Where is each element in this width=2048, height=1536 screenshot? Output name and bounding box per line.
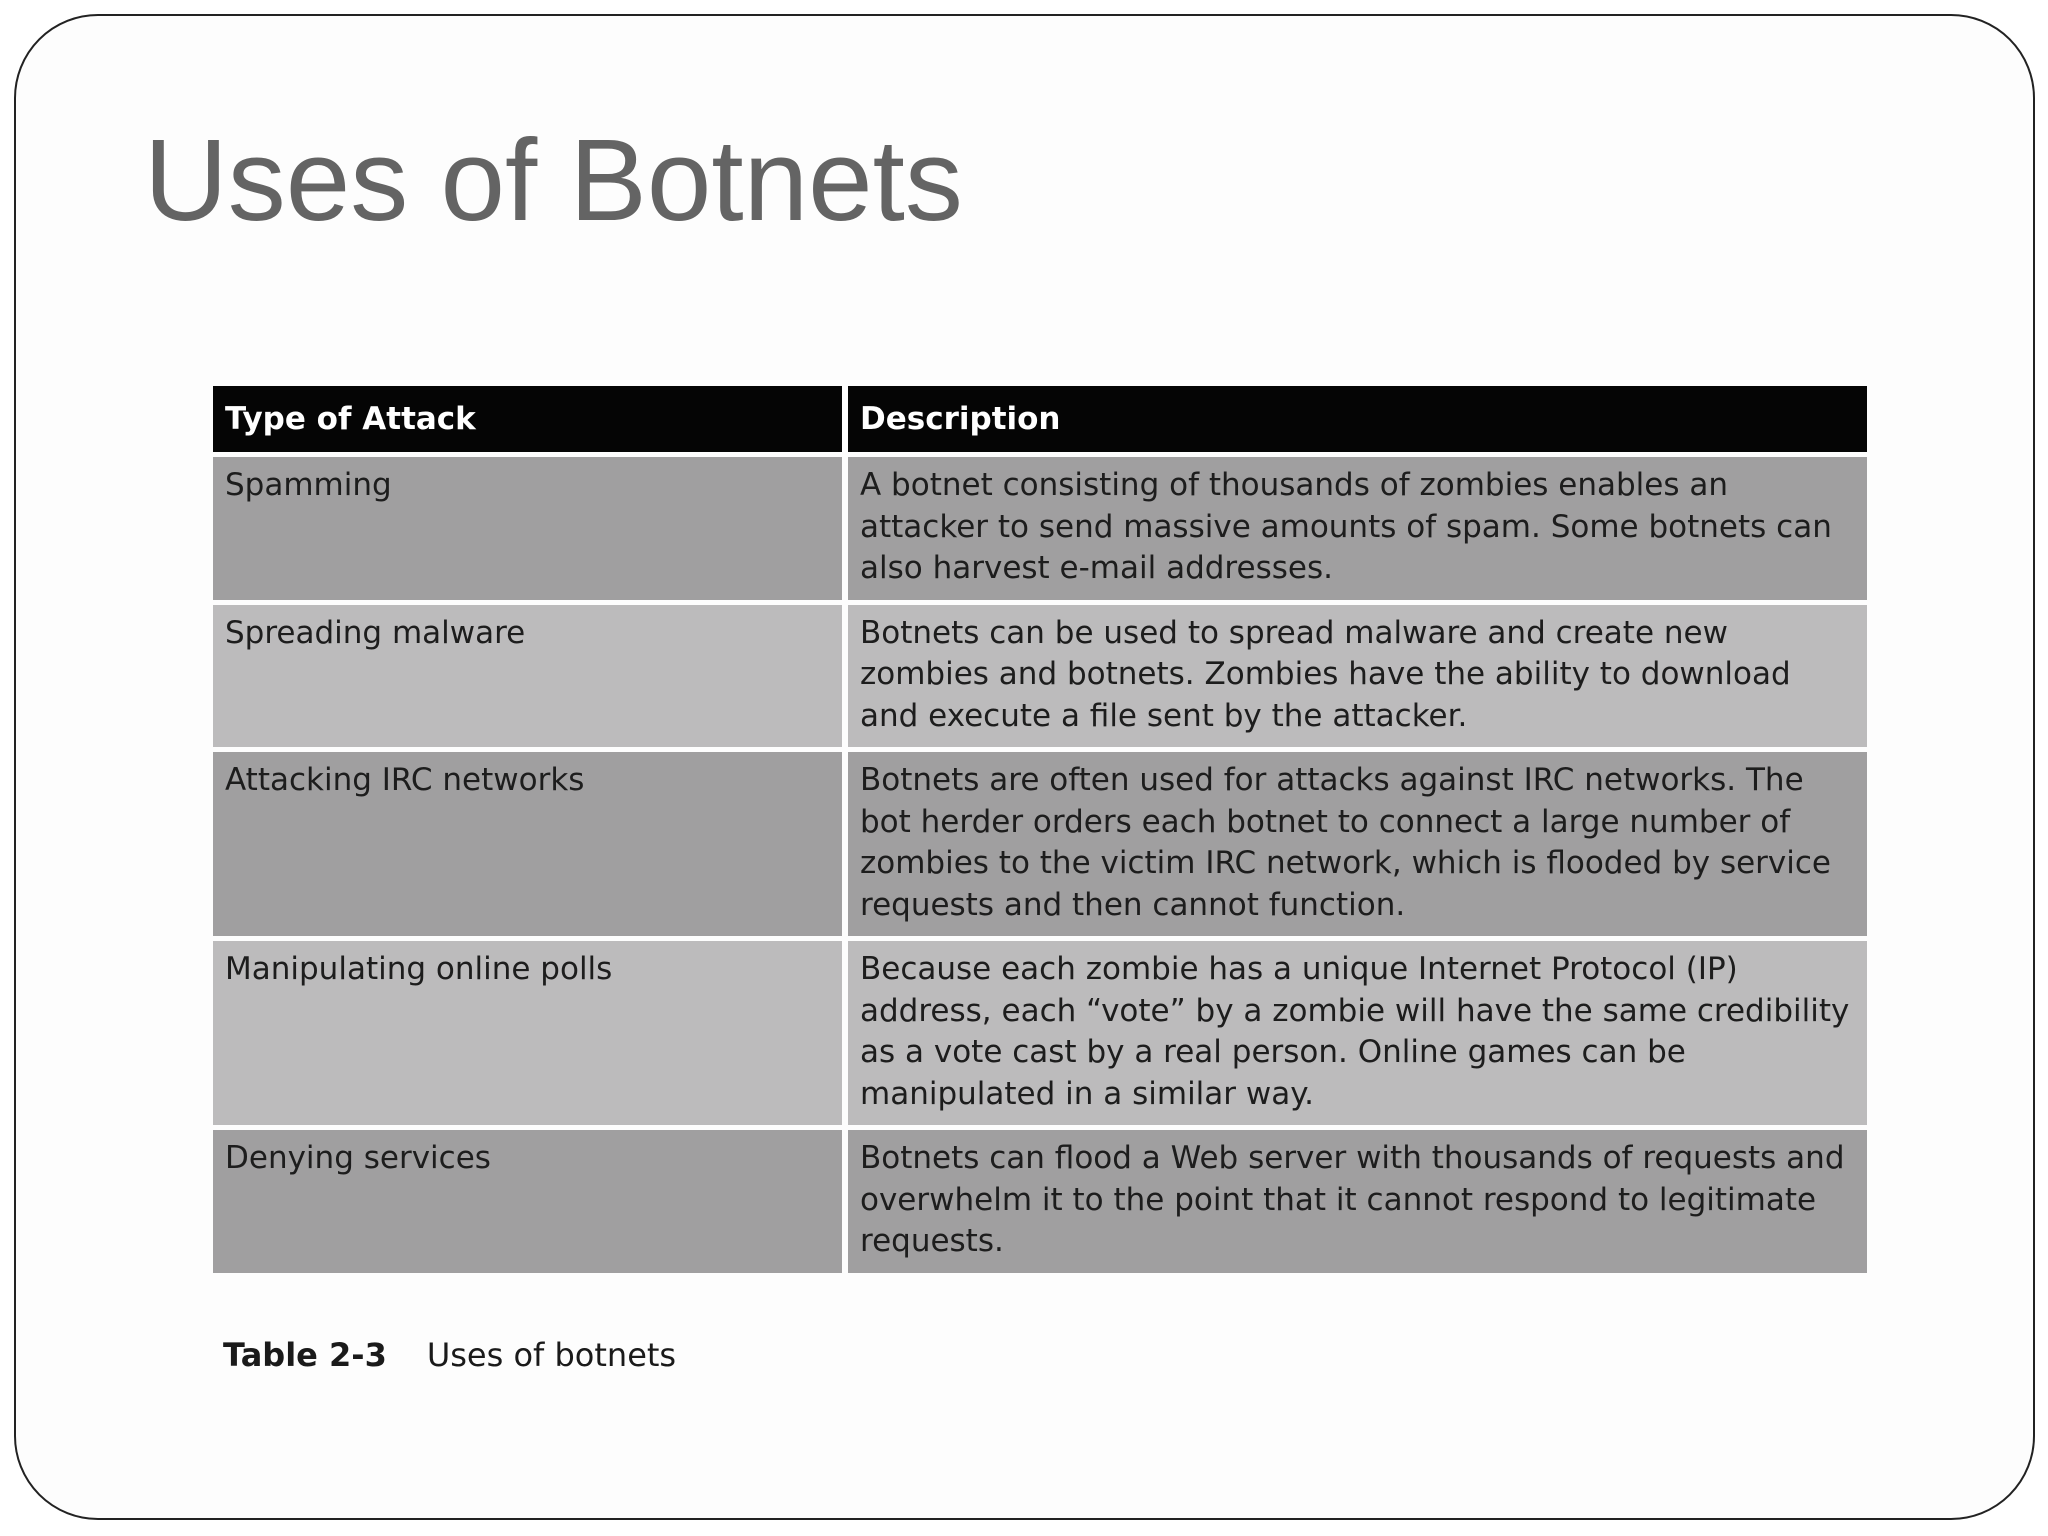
attack-type-cell: Manipulating online polls — [213, 941, 842, 1125]
attack-description-cell: Botnets can be used to spread malware and create new zombies and botnets. Zombies have the ability to download and execute a file sent by the attacker. — [848, 605, 1867, 748]
botnet-uses-table — [207, 381, 1873, 1278]
attack-description-cell: A botnet consisting of thousands of zombies enables an attacker to send massive amounts of spam. Some botnets can also harvest e-mail addresses. — [848, 457, 1867, 600]
attack-description-cell: Because each zombie has a unique Internet Protocol (IP) address, each “vote” by a zombie will have the same credibility as a vote cast by a real person. Online games can be manipulated in a similar way. — [848, 941, 1867, 1125]
attack-type-cell: Attacking IRC networks — [213, 752, 842, 936]
table-row — [213, 457, 1867, 600]
table-row — [213, 605, 1867, 748]
slide — [14, 14, 2035, 1520]
attack-description-cell: Botnets can flood a Web server with thousands of requests and overwhelm it to the point that it cannot respond to legitimate requests. — [848, 1130, 1867, 1273]
attack-type-cell: Denying services — [213, 1130, 842, 1273]
table-row — [213, 752, 1867, 936]
table-caption — [223, 1336, 676, 1374]
column-header-description: Description — [848, 386, 1867, 452]
table-row — [213, 1130, 1867, 1273]
column-header-type: Type of Attack — [213, 386, 842, 452]
table-header-row — [213, 386, 1867, 452]
table-caption-number: Table 2-3 — [223, 1336, 387, 1374]
attack-description-cell: Botnets are often used for attacks against IRC networks. The bot herder orders each botnet to connect a large number of zombies to the victim IRC network, which is flooded by service requests and then cannot function. — [848, 752, 1867, 936]
table-row — [213, 941, 1867, 1125]
slide-title: Uses of Botnets — [144, 115, 963, 245]
attack-type-cell: Spamming — [213, 457, 842, 600]
attack-type-cell: Spreading malware — [213, 605, 842, 748]
table-caption-text: Uses of botnets — [426, 1336, 677, 1374]
